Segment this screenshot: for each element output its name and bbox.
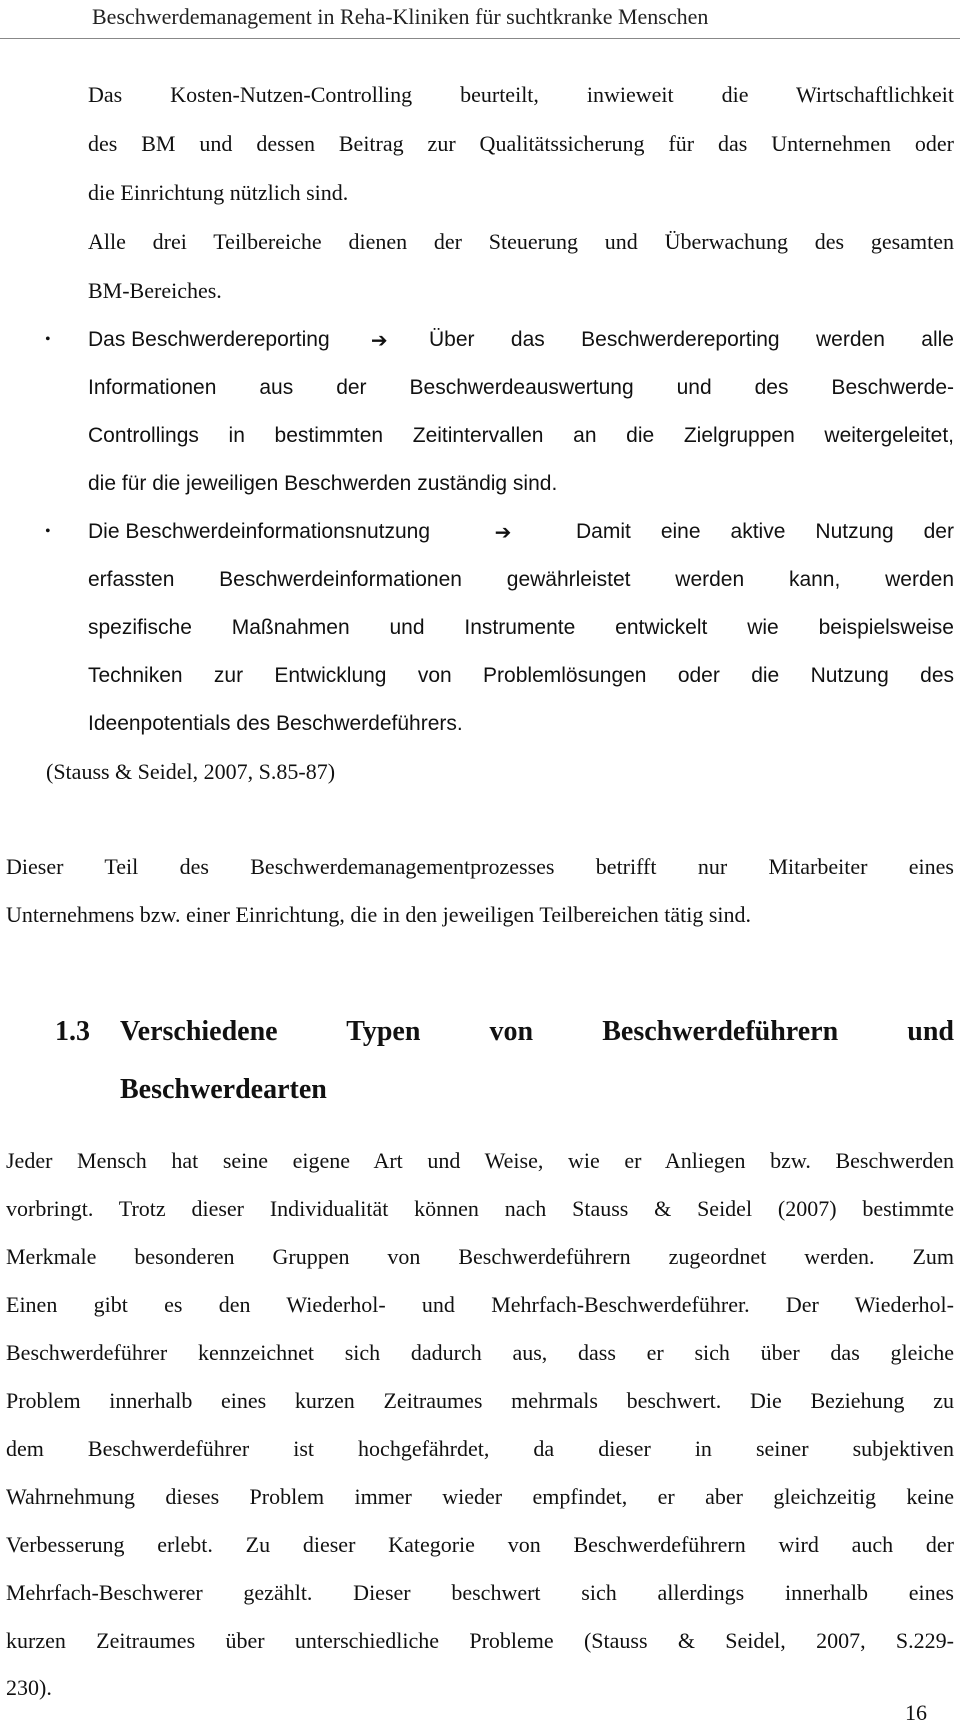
note-line: Dieser Teil des Beschwerdemanagementprozesses betrifft nur Mitarbeiter eines	[6, 854, 954, 879]
bullet-line: erfassten Beschwerdeinformationen gewährleistet werden kann, werden	[88, 568, 954, 591]
body-line: Einen gibt es den Wiederhol- und Mehrfach-Beschwerdeführer. Der Wiederhol-	[6, 1292, 954, 1317]
section-title-line: Beschwerdearten	[120, 1074, 327, 1105]
bullet-term: Die Beschwerdeinformationsnutzung	[88, 520, 431, 543]
bullet-line: Informationen aus der Beschwerdeauswertung und des Beschwerde-	[88, 376, 954, 399]
arrow-right-icon: ➔	[494, 520, 512, 544]
bullet-first-line	[88, 325, 954, 355]
intro-line: BM-Bereiches.	[88, 278, 222, 303]
bullet-first-line	[88, 517, 954, 547]
bullet-first-rest: Damit eine aktive Nutzung der	[575, 520, 954, 543]
header-divider	[0, 38, 960, 39]
intro-line: Alle drei Teilbereiche dienen der Steuerung und Überwachung des gesamten	[88, 229, 954, 254]
section-title-line: Verschiedene Typen von Beschwerdeführern und	[120, 1016, 954, 1047]
arrow-right-icon: ➔	[370, 328, 388, 352]
bullet-line: die für die jeweiligen Beschwerden zuständig sind.	[88, 472, 558, 495]
page-header	[0, 0, 960, 40]
body-line: Jeder Mensch hat seine eigene Art und Weise, wie er Anliegen bzw. Beschwerden	[6, 1148, 954, 1173]
bullet-dot: •	[45, 331, 51, 348]
body-line: kurzen Zeitraumes über unterschiedliche Probleme (Stauss & Seidel, 2007, S.229-	[6, 1628, 954, 1653]
body-line: dem Beschwerdeführer ist hochgefährdet, da dieser in seiner subjektiven	[6, 1436, 954, 1461]
body-line: 230).	[6, 1675, 52, 1700]
intro-line: die Einrichtung nützlich sind.	[88, 180, 349, 205]
body-line: Problem innerhalb eines kurzen Zeitraumes mehrmals beschwert. Die Beziehung zu	[6, 1388, 954, 1413]
bullet-first-rest: Über das Beschwerdereporting werden alle	[428, 328, 954, 351]
section-number: 1.3	[55, 1016, 90, 1047]
body-line: Verbesserung erlebt. Zu dieser Kategorie von Beschwerdeführern wird auch der	[6, 1532, 954, 1557]
body-line: vorbringt. Trotz dieser Individualität können nach Stauss & Seidel (2007) bestimmte	[6, 1196, 954, 1221]
body-line: Beschwerdeführer kennzeichnet sich dadurch aus, dass er sich über das gleiche	[6, 1340, 954, 1365]
bullet-line: Techniken zur Entwicklung von Problemlösungen oder die Nutzung des	[88, 664, 954, 687]
note-line: Unternehmens bzw. einer Einrichtung, die in den jeweiligen Teilbereichen tätig sind.	[6, 902, 752, 927]
bullet-dot: •	[45, 523, 51, 540]
citation: (Stauss & Seidel, 2007, S.85-87)	[46, 759, 336, 784]
body-line: Mehrfach-Beschwerer gezählt. Dieser beschwert sich allerdings innerhalb eines	[6, 1580, 954, 1605]
page-number: 16	[905, 1700, 927, 1725]
bullet-line: Ideenpotentials des Beschwerdeführers.	[88, 712, 463, 735]
running-header-title: Beschwerdemanagement in Reha-Kliniken für suchtkranke Menschen	[92, 4, 709, 29]
intro-line: des BM und dessen Beitrag zur Qualitätssicherung für das Unternehmen oder	[88, 131, 954, 156]
body-line: Wahrnehmung dieses Problem immer wieder empfindet, er aber gleichzeitig keine	[6, 1484, 954, 1509]
body-line: Merkmale besonderen Gruppen von Beschwerdeführern zugeordnet werden. Zum	[6, 1244, 954, 1269]
bullet-term: Das Beschwerdereporting	[88, 328, 330, 351]
bullet-line: spezifische Maßnahmen und Instrumente entwickelt wie beispielsweise	[88, 616, 954, 639]
intro-line: Das Kosten-Nutzen-Controlling beurteilt, inwieweit die Wirtschaftlichkeit	[88, 82, 954, 107]
bullet-line: Controllings in bestimmten Zeitintervallen an die Zielgruppen weitergeleitet,	[88, 424, 954, 447]
